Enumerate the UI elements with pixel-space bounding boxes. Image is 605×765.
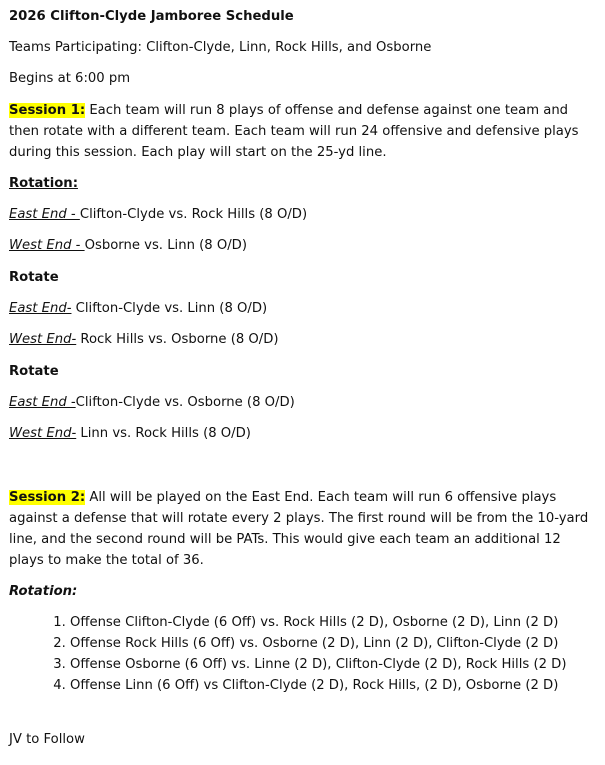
matchup-text: Osborne vs. Linn (8 O/D)	[84, 238, 247, 253]
session2-label: Session 2:	[9, 490, 86, 505]
matchup-text: Clifton-Clyde vs. Linn (8 O/D)	[71, 301, 268, 316]
session1-label: Session 1:	[9, 103, 86, 118]
end-label: East End -	[9, 207, 80, 222]
matchup-text: Rock Hills vs. Osborne (8 O/D)	[76, 332, 279, 347]
rotate-label: Rotate	[9, 270, 59, 285]
start-time: Begins at 6:00 pm	[9, 71, 131, 86]
list-item: 1. Offense Clifton-Clyde (6 Off) vs. Rock Hills (2 D), Osborne (2 D), Linn (2 D)	[70, 612, 566, 633]
teams-participating: Teams Participating: Clifton-Clyde, Linn, Rock Hills, and Osborne	[9, 40, 432, 55]
matchup-text: Clifton-Clyde vs. Osborne (8 O/D)	[75, 395, 295, 410]
end-label: West End -	[9, 238, 85, 253]
rotate-label: Rotate	[9, 364, 59, 379]
document-title: 2026 Clifton-Clyde Jamboree Schedule	[9, 9, 294, 24]
list-item: 3. Offense Osborne (6 Off) vs. Linne (2 D), Clifton-Clyde (2 D), Rock Hills (2 D)	[70, 654, 566, 675]
session1-paragraph	[9, 100, 597, 163]
end-label: East End-	[9, 301, 72, 316]
matchup-line	[9, 298, 267, 319]
list-item: 2. Offense Rock Hills (6 Off) vs. Osborne (2 D), Linn (2 D), Clifton-Clyde (2 D)	[70, 633, 566, 654]
session2-rotation-list	[9, 612, 566, 696]
matchup-line	[9, 392, 295, 413]
session1-text: Each team will run 8 plays of offense and defense against one team and then rotate with a different team. Each team will run 24 offensive and defensive plays during this session. Each play will start on the 25-yd line.	[9, 103, 579, 160]
list-item: 4. Offense Linn (6 Off) vs Clifton-Clyde (2 D), Rock Hills, (2 D), Osborne (2 D)	[70, 675, 566, 696]
end-label: West End-	[9, 332, 77, 347]
end-label: East End -	[9, 395, 76, 410]
session2-rotation-heading: Rotation:	[9, 584, 78, 599]
matchup-text: Clifton-Clyde vs. Rock Hills (8 O/D)	[79, 207, 308, 222]
footer-note: JV to Follow	[9, 732, 85, 747]
matchup-text: Linn vs. Rock Hills (8 O/D)	[76, 426, 251, 441]
matchup-line	[9, 204, 307, 225]
session2-text: All will be played on the East End. Each team will run 6 offensive plays against a defense that will rotate every 2 plays. The first round will be from the 10-yard line, and the second round will be PATs. This would give each team an additional 12 plays to make the total of 36.	[9, 490, 589, 568]
end-label: West End-	[9, 426, 77, 441]
session1-rotation-heading: Rotation:	[9, 176, 78, 191]
matchup-line	[9, 423, 251, 444]
matchup-line	[9, 235, 247, 256]
session2-paragraph	[9, 487, 597, 571]
matchup-line	[9, 329, 279, 350]
